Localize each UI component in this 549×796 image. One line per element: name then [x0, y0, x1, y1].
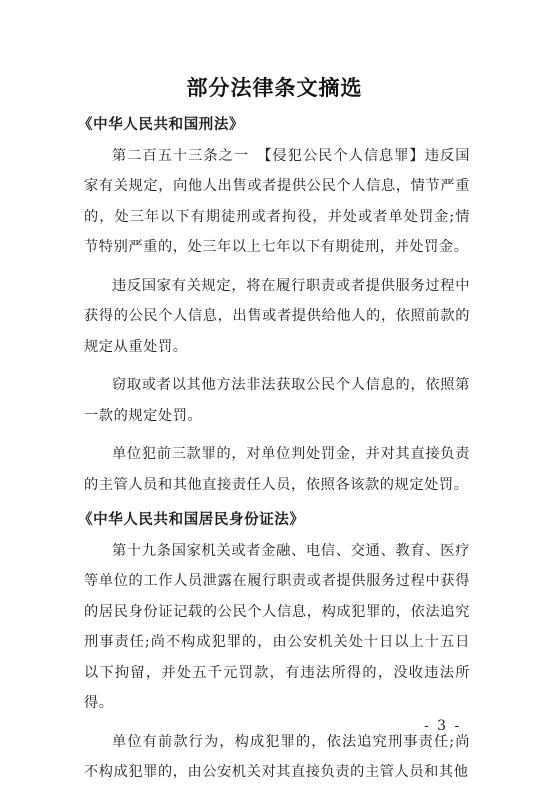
article-paragraph: 单位犯前三款罪的，对单位判处罚金，并对其直接负责的主管人员和其他直接责任人员，依照各该款的规定处罚。: [84, 446, 470, 493]
document-body: [78, 110, 470, 796]
article-paragraph: 违反国家有关规定，将在履行职责或者提供服务过程中获得的公民个人信息，出售或者提供给他人的，依照前款的规定从重处罚。: [84, 277, 470, 355]
section-heading-id-card-law: 《中华人民共和国居民身份证法》: [78, 512, 305, 528]
article-19-paragraph: 第十九条国家机关或者金融、电信、交通、教育、医疗等单位的工作人员泄露在履行职责或者提供服务过程中获得的居民身份证记载的公民个人信息，构成犯罪的，依法追究刑事责任;尚不构成犯罪的，由公安机关处十日以上十五日以下拘留，并处五千元罚款，有违法所得的，没收违法所得。: [84, 542, 470, 711]
section-heading-criminal-law: 《中华人民共和国刑法》: [78, 117, 245, 133]
page-number: - 3 -: [424, 718, 462, 734]
article-paragraph: 单位有前款行为，构成犯罪的，依法追究刑事责任;尚不构成犯罪的，由公安机关对其直接负责的主管人员和其他: [84, 733, 470, 780]
article-253-paragraph: 第二百五十三条之一 【侵犯公民个人信息罪】违反国家有关规定，向他人出售或者提供公民个人信息，情节严重的，处三年以下有期徒刑或者拘役，并处或者单处罚金;情节特别严重的，处三年以上七年以下有期徒刑，并处罚金。: [84, 147, 470, 255]
page-title: 部分法律条文摘选: [186, 75, 363, 100]
article-paragraph: 窃取或者以其他方法非法获取公民个人信息的，依照第一款的规定处罚。: [84, 377, 470, 424]
